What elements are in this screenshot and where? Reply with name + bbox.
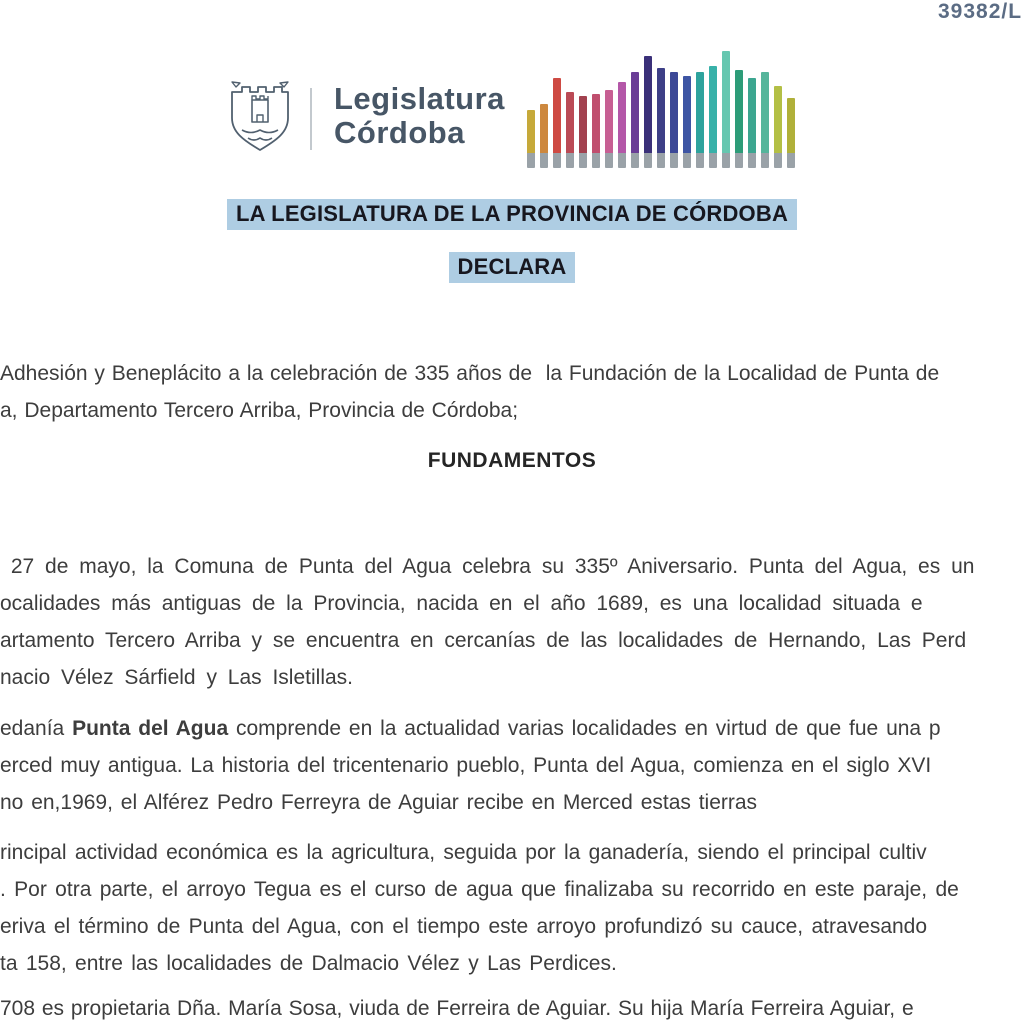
document-line <box>0 622 1024 659</box>
paragraph <box>0 990 1024 1027</box>
text-segment: 708 es propietaria Dña. María Sosa, viuda de Ferreira de Aguiar. Su hija María Ferreira Aguiar, e <box>0 997 914 1020</box>
document-line <box>0 908 1024 945</box>
text-segment: nacio Vélez Sárfield y Las Isletillas. <box>0 666 353 689</box>
document-line <box>0 871 1024 908</box>
text-segment: 27 de mayo, la Comuna de Punta del Agua celebra su 335º Aniversario. Punta del Agua, es un <box>0 555 975 578</box>
page-title: LA LEGISLATURA DE LA PROVINCIA DE CÓRDOBA <box>227 199 797 230</box>
document-line <box>0 784 1024 821</box>
paragraph <box>0 710 1024 821</box>
document-line <box>0 355 1024 392</box>
document-line <box>0 548 1024 585</box>
bold-text-segment: Punta del Agua <box>72 717 229 740</box>
document-line <box>0 834 1024 871</box>
text-segment: erced muy antigua. La historia del tricentenario pueblo, Punta del Agua, comienza en el siglo XVI <box>0 754 932 777</box>
fundamentos-heading: FUNDAMENTOS <box>427 449 597 472</box>
text-segment: rincipal actividad económica es la agricultura, seguida por la ganadería, siendo el principal cultiv <box>0 841 927 864</box>
text-segment: edanía <box>0 717 73 740</box>
text-segment: . Por otra parte, el arroyo Tegua es el curso de agua que finalizaba su recorrido en este paraje, de <box>0 878 959 901</box>
text-segment: artamento Tercero Arriba y se encuentra en cercanías de las localidades de Hernando, Las Perd <box>0 629 967 652</box>
declara-heading: DECLARA <box>449 252 576 283</box>
document-line <box>0 585 1024 622</box>
document-line <box>0 747 1024 784</box>
paragraph <box>0 355 1024 429</box>
document-line <box>0 945 1024 982</box>
text-segment: a, Departamento Tercero Arriba, Provincia de Córdoba; <box>0 399 519 422</box>
text-segment: ta 158, entre las localidades de Dalmacio Vélez y Las Perdices. <box>0 952 617 975</box>
file-number: 39382/L <box>938 0 1023 23</box>
logo-wordmark-line2: Córdoba <box>334 115 465 150</box>
document-line <box>0 659 1024 696</box>
paragraph <box>0 548 1024 696</box>
paragraph <box>0 834 1024 982</box>
document-line <box>0 392 1024 429</box>
text-segment: ocalidades más antiguas de la Provincia, nacida en el año 1689, es una localidad situada e <box>0 592 923 615</box>
document-line <box>0 990 1024 1027</box>
text-segment: no en,1969, el Alférez Pedro Ferreyra de Aguiar recibe en Merced estas tierras <box>0 791 758 814</box>
logo-wordmark-line1: Legislatura <box>334 81 505 116</box>
document-line <box>0 710 1024 747</box>
text-segment: eriva el término de Punta del Agua, con el tiempo este arroyo profundizó su cauce, atravesando <box>0 915 928 938</box>
text-segment: comprende en la actualidad varias localidades en virtud de que fue una p <box>228 717 941 740</box>
text-segment: Adhesión y Beneplácito a la celebración de 335 años de la Fundación de la Localidad de Punta de <box>0 362 940 385</box>
